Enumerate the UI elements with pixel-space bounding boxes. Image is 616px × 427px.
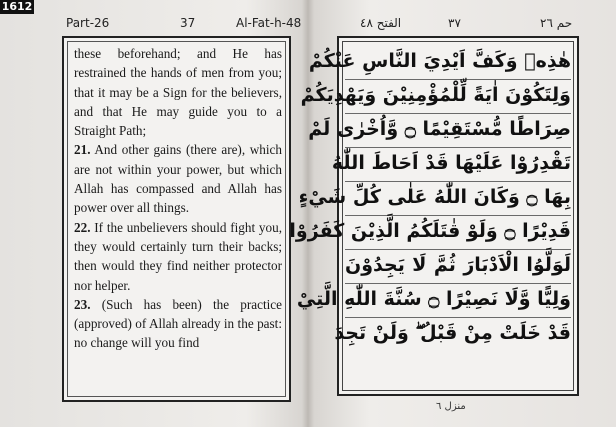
verse-text: these beforehand; and He has restrained the hands of men from you; that it may be a Sign for the believers, and that He may guide you to a Straight Path; (74, 46, 282, 139)
page-number-arabic: ٣٧ (448, 16, 461, 30)
surah-label-arabic: الفتح ٤٨ (360, 16, 402, 30)
verse-number: 22. (74, 219, 91, 235)
arabic-line: بِهَا ۝ وَكَانَ اللّٰهُ عَلٰى كُلِّ شَيْءٍ (345, 182, 571, 216)
verse-21 (74, 140, 282, 217)
arabic-text (289, 46, 571, 351)
arabic-line: قَدِيْرًا ۝ وَلَوْ قٰتَلَكُمُ الَّذِيْنَ كَفَرُوْا (345, 216, 571, 250)
part-label: Part-26 (66, 16, 110, 30)
arabic-line: وَلِتَكُوْنَ اٰيَةً لِّلْمُؤْمِنِيْنَ وَيَهْدِيَكُمْ (345, 80, 571, 114)
verse-number: 23. (74, 296, 91, 312)
verse-text: (Such has been) the practice (approved) of Allah already in the past: no change will you find (74, 296, 282, 351)
arabic-line: لَوَلَّوُا الْاَدْبَارَ ثُمَّ لَا يَجِدُوْنَ (345, 250, 571, 284)
translation-frame (62, 36, 291, 402)
verse-number: 21. (74, 142, 91, 158)
surah-label: Al-Fat-h-48 (236, 16, 302, 30)
page-badge: 1612 (1, 0, 33, 13)
translation-text (74, 44, 282, 353)
arabic-line: وَلِيًّا وَّلَا نَصِيْرًا ۝ سُنَّةَ اللّٰهِ الَّتِيْ (345, 284, 571, 318)
verse-continuation (74, 44, 282, 140)
verse-text: If the unbelievers should fight you, they would certainly turn their backs; then would they find neither protector nor helper. (74, 219, 282, 293)
juz-label-arabic: حم ٢٦ (540, 16, 573, 30)
arabic-line: قَدْ خَلَتْ مِنْ قَبْلُ ۖ وَلَنْ تَجِدَ (334, 322, 571, 344)
arabic-line: تَقْدِرُوْا عَلَيْهَا قَدْ اَحَاطَ اللّٰهُ (345, 148, 571, 182)
arabic-line: هٰذِهٖ وَكَفَّ اَيْدِيَ النَّاسِ عَنْكُمْ (345, 46, 571, 80)
manzil-footer: منزل ٦ (436, 401, 466, 412)
page-number: 37 (180, 16, 196, 30)
verse-22 (74, 218, 282, 295)
verse-text: And other gains (there are), which are not within your power, but which Allah has compassed and Allah has power over all things. (74, 142, 282, 216)
arabic-frame (289, 36, 579, 396)
arabic-line: صِرَاطًا مُّسْتَقِيْمًا ۝ وَّاُخْرٰى لَمْ (345, 114, 571, 148)
verse-23 (74, 295, 282, 353)
